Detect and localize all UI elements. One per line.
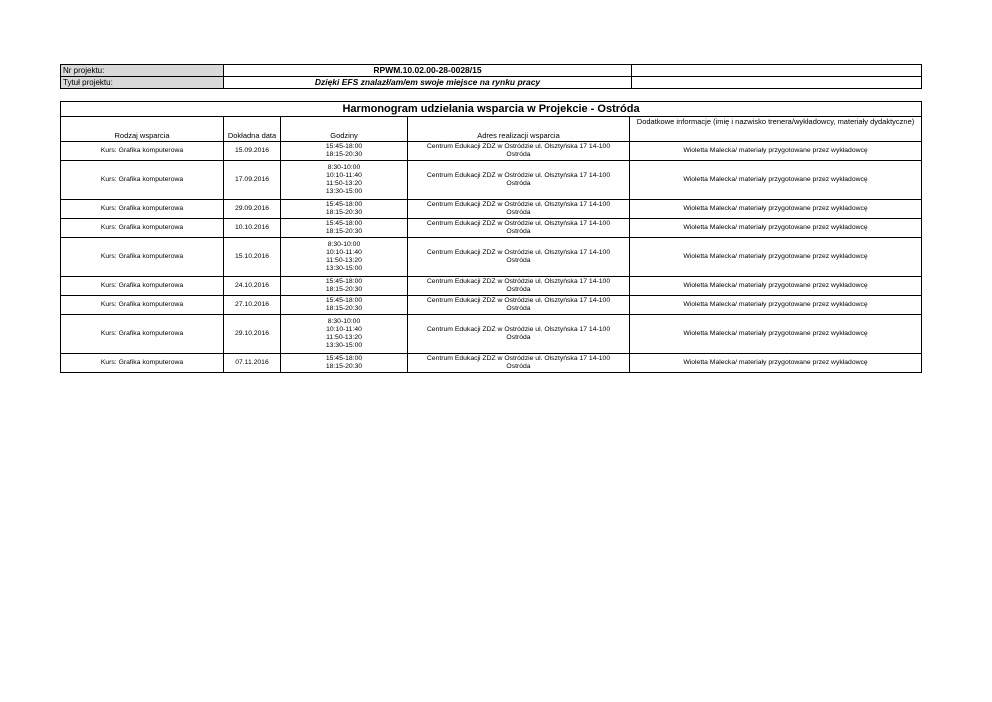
table-row	[61, 296, 922, 315]
hours-line: 18:15-20:30	[325, 305, 363, 312]
cell-date: 07.11.2016	[224, 354, 281, 373]
cell-type: Kurs: Grafika komputerowa	[61, 238, 224, 277]
cell-type: Kurs: Grafika komputerowa	[61, 277, 224, 296]
cell-extra: Wioletta Malecka/ materiały przygotowane przez wykładowcę	[630, 238, 922, 277]
hours-line: 15:45-18:00	[325, 355, 363, 362]
address-line: Centrum Edukacji ZDZ w Ostródzie ul. Olsztyńska 17 14-100	[426, 201, 611, 208]
empty-cell	[632, 77, 922, 89]
address-line: Centrum Edukacji ZDZ w Ostródzie ul. Olsztyńska 17 14-100	[426, 278, 611, 285]
hours-line: 15:45-18:00	[325, 143, 363, 150]
hours-line: 11:50-13:20	[326, 180, 362, 187]
cell-hours	[281, 161, 408, 200]
hours-line: 18:15-20:30	[325, 209, 363, 216]
table-row	[61, 277, 922, 296]
cell-address	[408, 238, 630, 277]
address-line: Centrum Edukacji ZDZ w Ostródzie ul. Olsztyńska 17 14-100	[426, 143, 611, 150]
hours-line: 13:30-15:00	[325, 342, 363, 349]
hours-line: 18:15-20:30	[325, 151, 363, 158]
hours-line: 8:30-10:00	[327, 241, 361, 248]
project-number-label: Nr projektu:	[61, 65, 224, 77]
address-line: Ostróda	[506, 305, 531, 312]
cell-date: 24.10.2016	[224, 277, 281, 296]
schedule-title: Harmonogram udzielania wsparcia w Projekcie - Ostróda	[61, 102, 922, 117]
hours-line: 11:50-13:20	[326, 257, 362, 264]
hours-line: 15:45-18:00	[325, 201, 363, 208]
table-row	[61, 238, 922, 277]
table-row	[61, 200, 922, 219]
project-info-table	[60, 64, 922, 89]
address-line: Centrum Edukacji ZDZ w Ostródzie ul. Olsztyńska 17 14-100	[426, 172, 611, 179]
hours-line: 13:30-15:00	[325, 265, 363, 272]
table-row	[61, 142, 922, 161]
cell-date: 15.09.2016	[224, 142, 281, 161]
cell-hours	[281, 200, 408, 219]
cell-address	[408, 142, 630, 161]
table-row	[61, 161, 922, 200]
hours-line: 15:45-18:00	[325, 220, 363, 227]
cell-extra: Wioletta Malecka/ materiały przygotowane przez wykładowcę	[630, 277, 922, 296]
cell-address	[408, 277, 630, 296]
cell-hours	[281, 315, 408, 354]
cell-type: Kurs: Grafika komputerowa	[61, 161, 224, 200]
address-line: Centrum Edukacji ZDZ w Ostródzie ul. Olsztyńska 17 14-100	[426, 297, 611, 304]
project-title-value: Dzięki EFS znalazł/am/em swoje miejsce na rynku pracy	[224, 77, 632, 89]
cell-extra: Wioletta Malecka/ materiały przygotowane przez wykładowcę	[630, 200, 922, 219]
address-line: Centrum Edukacji ZDZ w Ostródzie ul. Olsztyńska 17 14-100	[426, 326, 611, 333]
schedule-table	[60, 101, 922, 373]
cell-type: Kurs: Grafika komputerowa	[61, 142, 224, 161]
address-line: Ostróda	[506, 209, 531, 216]
cell-address	[408, 296, 630, 315]
cell-hours	[281, 238, 408, 277]
hours-line: 10:10-11:40	[326, 249, 362, 256]
hours-line: 8:30-10:00	[327, 318, 361, 325]
cell-date: 10.10.2016	[224, 219, 281, 238]
address-line: Centrum Edukacji ZDZ w Ostródzie ul. Olsztyńska 17 14-100	[426, 249, 611, 256]
hours-line: 10:10-11:40	[326, 172, 362, 179]
address-line: Ostróda	[506, 286, 531, 293]
hours-line: 8:30-10:00	[327, 164, 361, 171]
address-line: Centrum Edukacji ZDZ w Ostródzie ul. Olsztyńska 17 14-100	[426, 220, 611, 227]
hours-line: 18:15-20:30	[325, 363, 363, 370]
header-address: Adres realizacji wsparcia	[408, 117, 630, 142]
cell-address	[408, 315, 630, 354]
cell-address	[408, 354, 630, 373]
hours-line: 11:50-13:20	[326, 334, 362, 341]
cell-hours	[281, 219, 408, 238]
cell-type: Kurs: Grafika komputerowa	[61, 219, 224, 238]
project-title-label: Tytuł projektu:	[61, 77, 224, 89]
address-line: Ostróda	[506, 257, 531, 264]
address-line: Ostróda	[506, 151, 531, 158]
cell-type: Kurs: Grafika komputerowa	[61, 315, 224, 354]
address-line: Ostróda	[506, 363, 531, 370]
header-date: Dokładna data	[224, 117, 281, 142]
table-row	[61, 315, 922, 354]
header-hours: Godziny	[281, 117, 408, 142]
header-extra: Dodatkowe informacje (imię i nazwisko trenera/wykładowcy, materiały dydaktyczne)	[630, 117, 922, 142]
cell-type: Kurs: Grafika komputerowa	[61, 200, 224, 219]
cell-hours	[281, 296, 408, 315]
project-number-row	[61, 65, 922, 77]
schedule-header-row	[61, 117, 922, 142]
address-line: Ostróda	[506, 180, 531, 187]
cell-hours	[281, 354, 408, 373]
cell-date: 17.09.2016	[224, 161, 281, 200]
cell-date: 29.09.2016	[224, 200, 281, 219]
header-type: Rodzaj wsparcia	[61, 117, 224, 142]
cell-date: 29.10.2016	[224, 315, 281, 354]
cell-type: Kurs: Grafika komputerowa	[61, 354, 224, 373]
hours-line: 13:30-15:00	[325, 188, 363, 195]
address-line: Ostróda	[506, 334, 531, 341]
hours-line: 15:45-18:00	[325, 297, 363, 304]
cell-address	[408, 161, 630, 200]
cell-extra: Wioletta Malecka/ materiały przygotowane przez wykładowcę	[630, 296, 922, 315]
project-title-row	[61, 77, 922, 89]
cell-address	[408, 219, 630, 238]
cell-extra: Wioletta Malecka/ materiały przygotowane przez wykładowcę	[630, 354, 922, 373]
cell-type: Kurs: Grafika komputerowa	[61, 296, 224, 315]
cell-extra: Wioletta Malecka/ materiały przygotowane przez wykładowcę	[630, 142, 922, 161]
cell-hours	[281, 142, 408, 161]
table-row	[61, 219, 922, 238]
address-line: Centrum Edukacji ZDZ w Ostródzie ul. Olsztyńska 17 14-100	[426, 355, 611, 362]
cell-extra: Wioletta Malecka/ materiały przygotowane przez wykładowcę	[630, 315, 922, 354]
schedule-body	[61, 142, 922, 373]
cell-extra: Wioletta Malecka/ materiały przygotowane przez wykładowcę	[630, 219, 922, 238]
table-row	[61, 354, 922, 373]
cell-hours	[281, 277, 408, 296]
cell-address	[408, 200, 630, 219]
cell-extra: Wioletta Malecka/ materiały przygotowane przez wykładowcę	[630, 161, 922, 200]
hours-line: 18:15-20:30	[325, 228, 363, 235]
cell-date: 15.10.2016	[224, 238, 281, 277]
hours-line: 18:15-20:30	[325, 286, 363, 293]
hours-line: 15:45-18:00	[325, 278, 363, 285]
hours-line: 10:10-11:40	[326, 326, 362, 333]
address-line: Ostróda	[506, 228, 531, 235]
cell-date: 27.10.2016	[224, 296, 281, 315]
project-number-value: RPWM.10.02.00-28-0028/15	[224, 65, 632, 77]
empty-cell	[632, 65, 922, 77]
